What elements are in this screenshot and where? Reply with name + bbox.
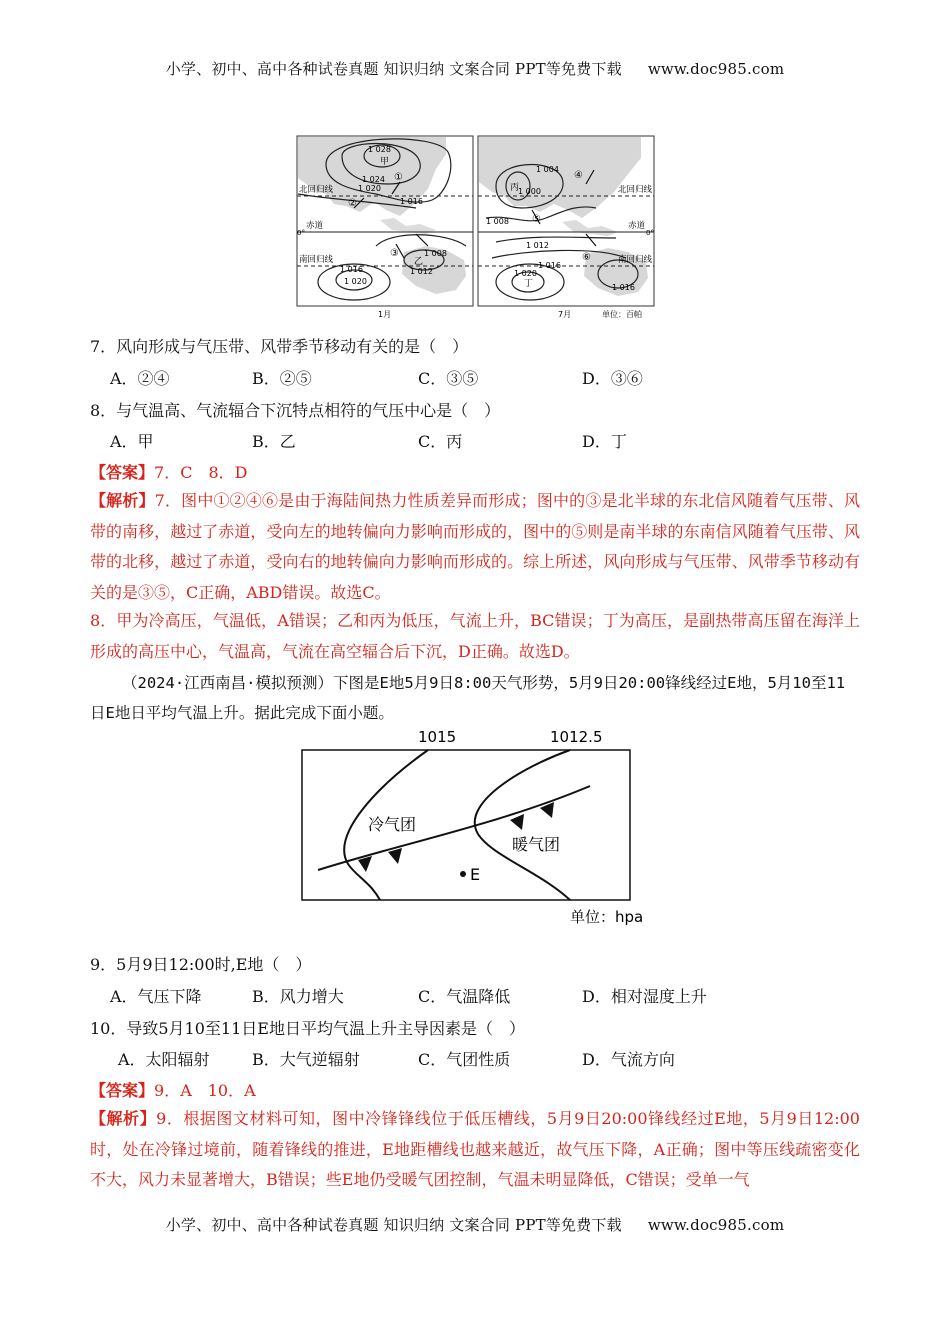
question-10-stem: 10．导致5月10至11日E地日平均气温上升主导因素是（ ） [90,1019,525,1038]
q7-option-c[interactable]: C．③⑤ [418,369,479,388]
right-isobar-label: 1 020 [514,269,537,278]
left-caption: 1月 [378,310,392,319]
q10-option-b[interactable]: B．大气逆辐射 [252,1050,360,1069]
q8-option-c[interactable]: C．丙 [418,432,463,451]
right-isobar-label: 1 016 [538,261,561,270]
left-isobar-label: 1 016 [340,265,363,274]
right-unit: 单位：百帕 [602,310,642,319]
left-marker-3: ③ [390,248,399,259]
right-label-tropic-capricorn: 南回归线 [618,255,653,265]
analysis-block-1 [90,486,860,608]
header-site: www.doc985.com [647,60,785,78]
answer-block-2 [90,1078,256,1101]
question-9-stem: 9．5月9日12:00时,E地（ ） [90,955,312,974]
question-7-stem: 7．风向形成与气压带、风带季节移动有关的是（ ） [90,337,469,356]
q9-option-d[interactable]: D．相对湿度上升 [582,987,707,1006]
left-place-yi: 乙 [414,257,424,267]
analysis-9-text: 9．根据图文材料可知，图中冷锋锋线位于低压槽线，5月9日20:00锋线经过E地，5月9日12:00时，处在冷锋过境前，随着锋线的推进，E地距槽线也越来越近，故气压下降，A正确；图中等压线疏密变化不大，风力未显著增大，B错误；些E地仍受暖气团控制，气温未明显降低，C错误；受单一气 [90,1109,860,1189]
left-isobar-label: 1 012 [410,267,433,276]
right-label-tropic-cancer: 北回归线 [618,185,653,195]
right-label-equator: 赤道 [628,221,646,231]
left-label-tropic-capricorn: 南回归线 [299,255,334,265]
left-isobar-label: 1 008 [424,249,447,258]
q7-option-a[interactable]: A．②④ [110,369,170,388]
isobar-1012-5-label: 1012.5 [550,728,603,746]
right-place-bing: 丙 [510,183,520,193]
footer-site: www.doc985.com [647,1216,785,1234]
left-place-jia: 甲 [380,157,390,167]
right-caption: 7月 [558,310,572,319]
left-marker-2: ② [348,198,357,209]
right-isobar-label: 1 008 [486,217,509,226]
page-footer [0,1214,950,1235]
answer-text: 7．C 8．D [154,463,248,482]
pressure-map-figure [296,134,656,320]
analysis-8-text: 8．甲为冷高压，气温低，A错误；乙和丙为低压，气流上升，BC错误；丁为高压，是副热带高压留在海洋上形成的高压中心，气温高，气流在高空辐合后下沉，D正确。故选D。 [90,611,860,661]
page-header [0,58,950,79]
left-isobar-label: 1 020 [344,277,367,286]
weather-front-figure [300,724,660,930]
left-label-equator: 赤道 [306,221,324,231]
point-e-label: E [470,865,481,884]
q9-option-a[interactable]: A．气压下降 [110,987,202,1006]
q10-option-c[interactable]: C．气团性质 [418,1050,511,1069]
left-isobar-label: 1 020 [358,184,381,193]
analysis-block-2 [90,1104,860,1196]
july-map [478,136,654,319]
right-marker-4: ④ [574,170,583,181]
q10-option-a[interactable]: A．太阳辐射 [118,1050,210,1069]
footer-text: 小学、初中、高中各种试卷真题 知识归纳 文案合同 PPT等免费下载 [165,1216,622,1234]
analysis-tag: 【解析】 [90,1109,157,1128]
answer-block-1 [90,460,247,483]
q10-option-d[interactable]: D．气流方向 [582,1050,675,1069]
right-marker-5: ⑤ [532,214,541,225]
right-marker-6: ⑥ [582,252,591,263]
q8-option-b[interactable]: B．乙 [252,432,296,451]
left-marker-1: ① [394,172,403,183]
point-e-marker [460,871,466,877]
header-text: 小学、初中、高中各种试卷真题 知识归纳 文案合同 PPT等免费下载 [165,60,622,78]
right-place-ding: 丁 [524,279,534,289]
q9-option-c[interactable]: C．气温降低 [418,987,511,1006]
answer-text: 9．A 10．A [154,1081,256,1100]
isobar-1015-label: 1015 [418,728,457,746]
right-isobar-label: 1 000 [518,187,541,196]
figure2-unit: 单位：hpa [570,908,644,926]
q8-option-a[interactable]: A．甲 [110,432,154,451]
analysis-7-text: 7．图中①②④⑥是由于海陆间热力性质差异而形成；图中的③是北半球的东北信风随着气压带、风带的南移，越过了赤道，受向左的地转偏向力影响而形成的，图中的⑤则是南半球的东南信风随着气压带、风带的北移，越过了赤道，受向右的地转偏向力影响而形成的。综上所述，风向形成与气压带、风带季节移动有关的是③⑤，C正确，ABD错误。故选C。 [90,491,860,602]
q8-option-d[interactable]: D．丁 [582,432,627,451]
left-isobar-label: 1 016 [400,197,423,206]
warm-air-mass-label: 暖气团 [512,835,561,854]
right-isobar-label: 1 016 [612,283,635,292]
left-isobar-label: 1 028 [368,145,391,154]
left-isobar-label: 1 024 [362,175,385,184]
q7-option-d[interactable]: D．③⑥ [582,369,643,388]
right-isobar-label: 1 004 [536,165,559,174]
left-label-zero: 0° [297,229,305,237]
answer-tag: 【答案】 [90,463,155,482]
cold-air-mass-label: 冷气团 [368,815,417,834]
q9-option-b[interactable]: B．风力增大 [252,987,344,1006]
left-label-tropic-cancer: 北回归线 [299,185,334,195]
analysis-8-paragraph [90,606,860,667]
material-intro: （2024·江西南昌·模拟预测）下图是E地5月9日8:00天气形势，5月9日20:00锋线经过E地，5月10至11日E地日平均气温上升。据此完成下面小题。 [90,674,846,722]
right-isobar-label: 1 012 [526,241,549,250]
answer-tag: 【答案】 [90,1081,155,1100]
analysis-tag: 【解析】 [90,491,155,510]
question-8-stem: 8．与气温高、气流辐合下沉特点相符的气压中心是（ ） [90,401,501,420]
january-map [297,136,473,319]
q7-option-b[interactable]: B．②⑤ [252,369,312,388]
right-label-zero: 0° [646,229,654,237]
